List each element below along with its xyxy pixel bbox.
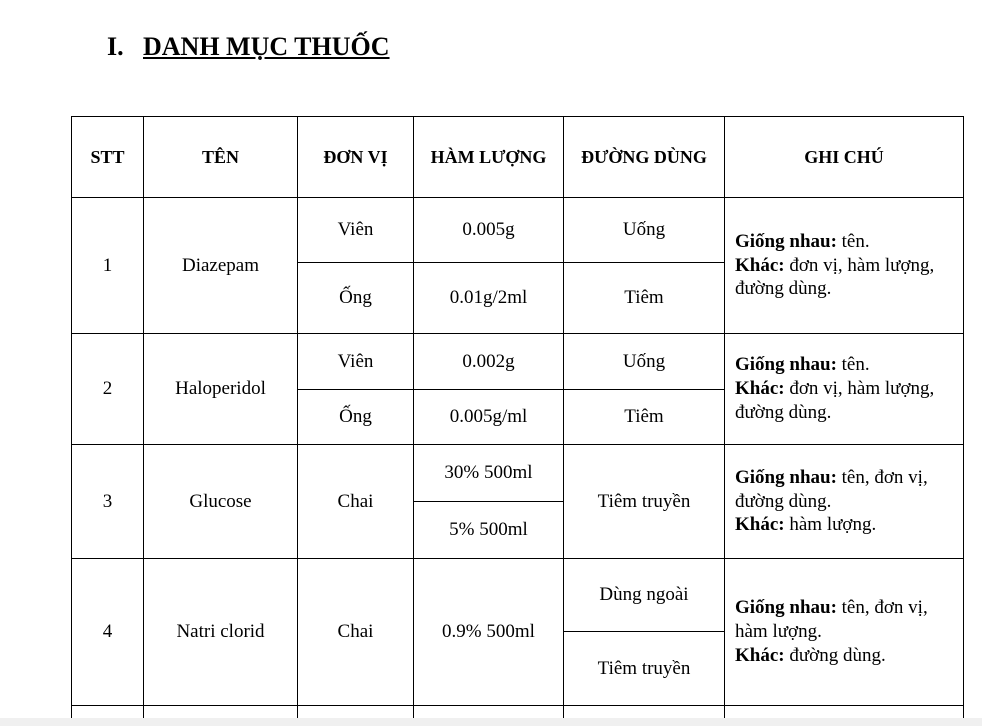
- cell-route: Tiêm truyền: [564, 445, 725, 559]
- note-same-text: tên, đơn vị, hàm lượng.: [735, 597, 928, 643]
- cell-route: Tiêm: [564, 263, 725, 334]
- cell-unit: Chai: [298, 559, 414, 706]
- table-header-row: [72, 117, 964, 198]
- cell-dose: 0.002g: [414, 334, 564, 390]
- table-row: [72, 445, 964, 502]
- note-diff-text: đơn vị, hàm lượng, đường dùng.: [735, 254, 935, 300]
- cell-dose: 5% 500ml: [414, 502, 564, 559]
- header-route: ĐƯỜNG DÙNG: [564, 117, 725, 198]
- note-same-label: Giống nhau:: [735, 466, 837, 488]
- cell-name: Natri clorid: [144, 559, 298, 706]
- header-unit: ĐƠN VỊ: [298, 117, 414, 198]
- note-same-label: Giống nhau:: [735, 354, 837, 376]
- table-row: [72, 334, 964, 390]
- drug-table: [71, 116, 964, 726]
- table-row: [72, 559, 964, 632]
- cell-route: Uống: [564, 198, 725, 263]
- header-dose: HÀM LƯỢNG: [414, 117, 564, 198]
- note-same-text: tên, đơn vị, đường dùng.: [735, 466, 928, 512]
- cell-note: [725, 334, 964, 445]
- section-heading: [107, 32, 390, 62]
- cell-stt: 2: [72, 334, 144, 445]
- section-title: DANH MỤC THUỐC: [143, 32, 390, 61]
- note-diff-label: Khác:: [735, 254, 785, 276]
- cell-name: Glucose: [144, 445, 298, 559]
- note-same-text: tên.: [836, 230, 870, 252]
- cell-unit: Ống: [298, 263, 414, 334]
- cell-route: Tiêm: [564, 390, 725, 445]
- note-same-label: Giống nhau:: [735, 230, 837, 252]
- cell-dose: 0.01g/2ml: [414, 263, 564, 334]
- cell-stt: 1: [72, 198, 144, 334]
- cell-note: [725, 559, 964, 706]
- table-row: [72, 198, 964, 263]
- header-name: TÊN: [144, 117, 298, 198]
- note-diff-text: hàm lượng.: [784, 514, 877, 536]
- cell-note: [725, 445, 964, 559]
- note-diff-text: đường dùng.: [784, 644, 886, 666]
- section-number: I.: [107, 32, 124, 61]
- cell-stt: 3: [72, 445, 144, 559]
- header-stt: STT: [72, 117, 144, 198]
- cell-dose: 0.005g/ml: [414, 390, 564, 445]
- header-note: GHI CHÚ: [725, 117, 964, 198]
- note-diff-label: Khác:: [735, 514, 785, 536]
- cell-dose: 0.005g: [414, 198, 564, 263]
- cell-route: Uống: [564, 334, 725, 390]
- cell-stt: 4: [72, 559, 144, 706]
- note-same-label: Giống nhau:: [735, 597, 837, 619]
- cell-dose: 0.9% 500ml: [414, 559, 564, 706]
- note-diff-label: Khác:: [735, 644, 785, 666]
- note-same-text: tên.: [836, 354, 870, 376]
- cell-unit: Viên: [298, 198, 414, 263]
- cell-unit: Ống: [298, 390, 414, 445]
- note-diff-text: đơn vị, hàm lượng, đường dùng.: [735, 378, 935, 423]
- cell-unit: Chai: [298, 445, 414, 559]
- cell-route: Tiêm truyền: [564, 632, 725, 706]
- cell-unit: Viên: [298, 334, 414, 390]
- cell-route: Dùng ngoài: [564, 559, 725, 632]
- cell-name: Diazepam: [144, 198, 298, 334]
- page-bottom-edge: [0, 718, 982, 726]
- cell-dose: 30% 500ml: [414, 445, 564, 502]
- cell-note: [725, 198, 964, 334]
- note-diff-label: Khác:: [735, 378, 785, 400]
- cell-name: Haloperidol: [144, 334, 298, 445]
